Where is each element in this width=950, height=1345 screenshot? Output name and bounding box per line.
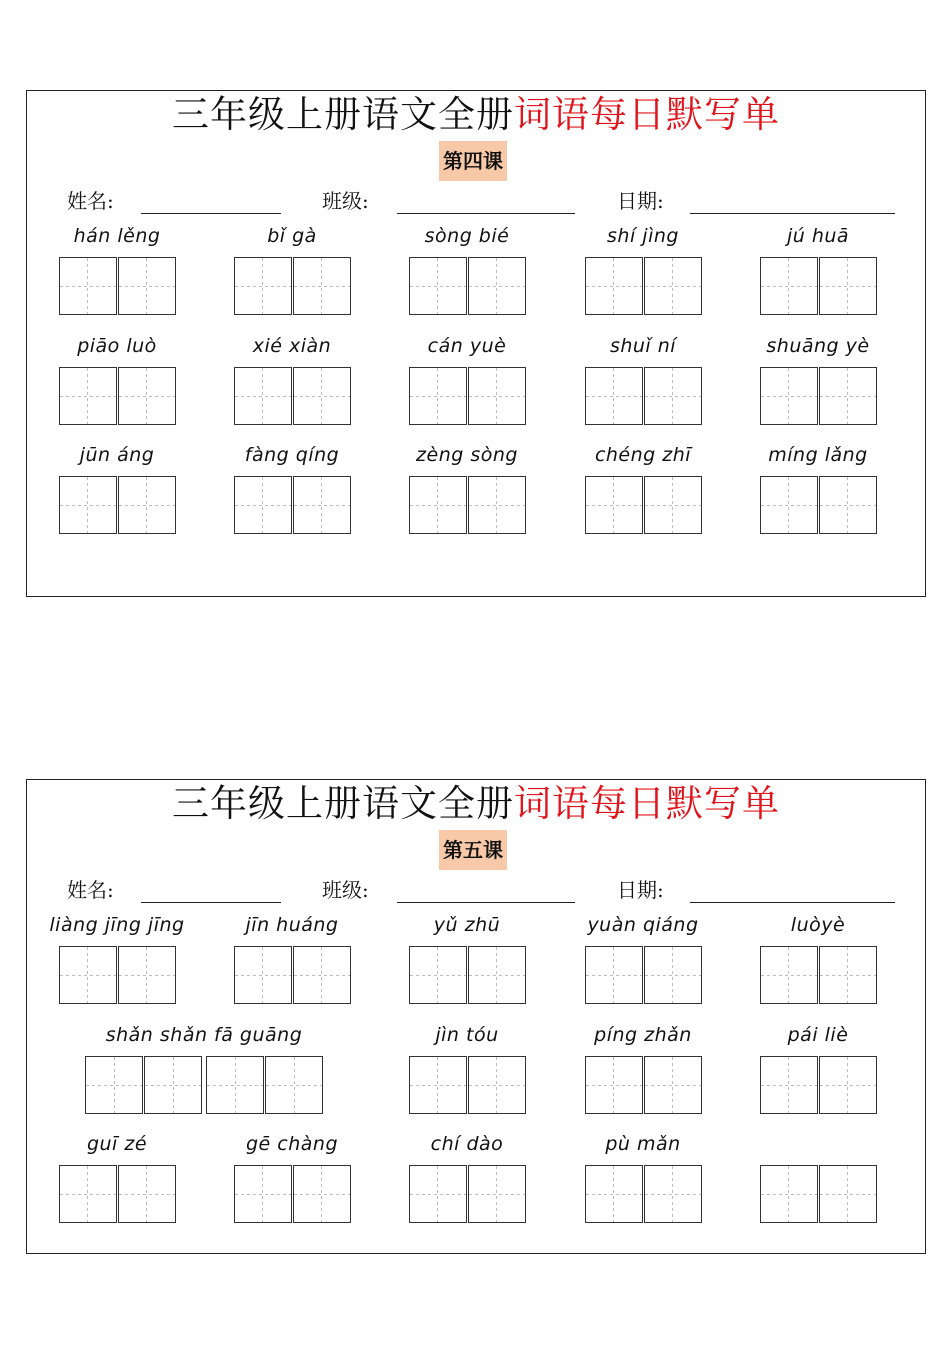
tianzige-cell[interactable] [59, 367, 117, 425]
tianzige-cell[interactable] [819, 257, 877, 315]
writing-grid[interactable] [234, 1165, 351, 1223]
writing-grid[interactable] [585, 367, 702, 425]
tianzige-cell[interactable] [760, 367, 818, 425]
tianzige-cell[interactable] [585, 946, 643, 1004]
word-pinyin: cán yuè [427, 335, 507, 357]
tianzige-cell[interactable] [760, 1056, 818, 1114]
dictation-sheet-lesson-4 [26, 90, 926, 597]
title-dictation: 词语每日默写单 [514, 93, 780, 136]
tianzige-cell[interactable] [585, 367, 643, 425]
tianzige-cell[interactable] [234, 946, 292, 1004]
tianzige-cell[interactable] [760, 476, 818, 534]
date-label: 日期: [617, 189, 664, 213]
tianzige-cell[interactable] [468, 476, 526, 534]
word-pinyin: shuāng yè [766, 335, 870, 357]
word-pinyin: bǐ gà [267, 225, 317, 247]
writing-grid[interactable] [409, 1165, 526, 1223]
word-pinyin: jīn huáng [245, 914, 339, 936]
name-label: 姓名: [67, 878, 114, 902]
word-pinyin: yǔ zhū [433, 914, 501, 936]
class-field[interactable] [397, 902, 575, 903]
class-label: 班级: [322, 878, 369, 902]
writing-grid[interactable] [585, 1165, 702, 1223]
tianzige-cell[interactable] [293, 367, 351, 425]
tianzige-cell[interactable] [409, 367, 467, 425]
class-label: 班级: [322, 189, 369, 213]
word-pinyin: shǎn shǎn fā guāng [105, 1024, 303, 1046]
tianzige-cell[interactable] [644, 1165, 702, 1223]
date-label: 日期: [617, 878, 664, 902]
writing-grid[interactable] [760, 476, 877, 534]
tianzige-cell[interactable] [118, 476, 176, 534]
word-pinyin: piāo luò [77, 335, 157, 357]
word-pinyin: zèng sòng [416, 444, 518, 466]
tianzige-cell[interactable] [468, 946, 526, 1004]
writing-grid[interactable] [59, 476, 176, 534]
tianzige-cell[interactable] [265, 1056, 323, 1114]
tianzige-cell[interactable] [118, 1165, 176, 1223]
word-pinyin: hán lěng [73, 225, 161, 247]
writing-grid[interactable] [409, 946, 526, 1004]
tianzige-cell[interactable] [760, 257, 818, 315]
writing-grid[interactable] [59, 257, 176, 315]
tianzige-cell[interactable] [585, 257, 643, 315]
tianzige-cell[interactable] [819, 1165, 877, 1223]
tianzige-cell[interactable] [644, 1056, 702, 1114]
tianzige-cell[interactable] [234, 476, 292, 534]
lesson-badge: 第四课 [439, 141, 507, 181]
tianzige-cell[interactable] [118, 257, 176, 315]
tianzige-cell[interactable] [293, 257, 351, 315]
tianzige-cell[interactable] [409, 476, 467, 534]
word-pinyin: luòyè [790, 914, 846, 936]
tianzige-cell[interactable] [585, 476, 643, 534]
writing-grid[interactable] [760, 946, 877, 1004]
word-pinyin: míng lǎng [768, 444, 868, 466]
tianzige-cell[interactable] [144, 1056, 202, 1114]
word-pinyin: guī zé [86, 1133, 148, 1155]
word-pinyin: píng zhǎn [594, 1024, 692, 1046]
tianzige-cell[interactable] [819, 946, 877, 1004]
tianzige-cell[interactable] [585, 1056, 643, 1114]
tianzige-cell[interactable] [468, 367, 526, 425]
writing-grid[interactable] [409, 476, 526, 534]
word-pinyin: jìn tóu [435, 1024, 499, 1046]
word-pinyin: gē chàng [245, 1133, 339, 1155]
word-pinyin: jūn áng [79, 444, 155, 466]
sheet-title [27, 782, 925, 826]
writing-grid[interactable] [59, 946, 176, 1004]
tianzige-cell[interactable] [819, 1056, 877, 1114]
tianzige-cell[interactable] [819, 367, 877, 425]
word-pinyin: fàng qíng [244, 444, 340, 466]
writing-grid[interactable] [409, 1056, 526, 1114]
tianzige-cell[interactable] [293, 946, 351, 1004]
writing-grid[interactable] [59, 367, 176, 425]
writing-grid[interactable] [585, 946, 702, 1004]
tianzige-cell[interactable] [644, 476, 702, 534]
word-pinyin: shuǐ ní [609, 335, 677, 357]
tianzige-cell[interactable] [644, 257, 702, 315]
writing-grid[interactable] [760, 1056, 877, 1114]
writing-grid[interactable] [760, 367, 877, 425]
tianzige-cell[interactable] [59, 476, 117, 534]
writing-grid[interactable] [234, 367, 351, 425]
word-pinyin: liàng jīng jīng [49, 914, 185, 936]
name-label: 姓名: [67, 189, 114, 213]
word-pinyin: pù mǎn [605, 1133, 681, 1155]
date-field[interactable] [690, 902, 895, 903]
title-grade: 三年级上册语文全册 [172, 93, 514, 136]
tianzige-cell[interactable] [59, 946, 117, 1004]
tianzige-cell[interactable] [760, 1165, 818, 1223]
tianzige-cell[interactable] [409, 946, 467, 1004]
tianzige-cell[interactable] [234, 1165, 292, 1223]
tianzige-cell[interactable] [468, 1165, 526, 1223]
writing-grid[interactable] [409, 257, 526, 315]
writing-grid[interactable] [234, 946, 351, 1004]
sheet-title [27, 93, 925, 137]
tianzige-cell[interactable] [118, 367, 176, 425]
writing-grid[interactable] [760, 257, 877, 315]
writing-grid[interactable] [585, 257, 702, 315]
word-pinyin: jú huā [786, 225, 850, 247]
word-pinyin: shí jìng [607, 225, 679, 247]
tianzige-cell[interactable] [59, 257, 117, 315]
tianzige-cell[interactable] [409, 257, 467, 315]
tianzige-cell[interactable] [293, 1165, 351, 1223]
tianzige-cell[interactable] [234, 257, 292, 315]
writing-grid[interactable] [234, 257, 351, 315]
tianzige-cell[interactable] [644, 946, 702, 1004]
tianzige-cell[interactable] [760, 946, 818, 1004]
word-pinyin: chéng zhī [594, 444, 692, 466]
class-field[interactable] [397, 213, 575, 214]
tianzige-cell[interactable] [644, 367, 702, 425]
writing-grid[interactable] [409, 367, 526, 425]
name-field[interactable] [141, 213, 281, 214]
tianzige-cell[interactable] [468, 1056, 526, 1114]
tianzige-cell[interactable] [85, 1056, 143, 1114]
name-field[interactable] [141, 902, 281, 903]
tianzige-cell[interactable] [468, 257, 526, 315]
tianzige-cell[interactable] [234, 367, 292, 425]
tianzige-cell[interactable] [409, 1165, 467, 1223]
dictation-sheet-lesson-5 [26, 779, 926, 1254]
lesson-badge: 第五课 [439, 830, 507, 870]
writing-grid[interactable] [585, 1056, 702, 1114]
writing-grid[interactable] [85, 1056, 323, 1114]
word-pinyin: yuàn qiáng [587, 914, 699, 936]
tianzige-cell[interactable] [118, 946, 176, 1004]
word-pinyin: pái liè [787, 1024, 849, 1046]
tianzige-cell[interactable] [293, 476, 351, 534]
word-pinyin: xié xiàn [252, 335, 332, 357]
tianzige-cell[interactable] [206, 1056, 264, 1114]
word-pinyin: sòng bié [424, 225, 510, 247]
date-field[interactable] [690, 213, 895, 214]
tianzige-cell[interactable] [819, 476, 877, 534]
tianzige-cell[interactable] [59, 1165, 117, 1223]
title-grade: 三年级上册语文全册 [172, 782, 514, 825]
word-pinyin: chí dào [430, 1133, 504, 1155]
writing-grid[interactable] [585, 476, 702, 534]
tianzige-cell[interactable] [585, 1165, 643, 1223]
writing-grid[interactable] [59, 1165, 176, 1223]
tianzige-cell[interactable] [409, 1056, 467, 1114]
title-dictation: 词语每日默写单 [514, 782, 780, 825]
writing-grid[interactable] [760, 1165, 877, 1223]
writing-grid[interactable] [234, 476, 351, 534]
